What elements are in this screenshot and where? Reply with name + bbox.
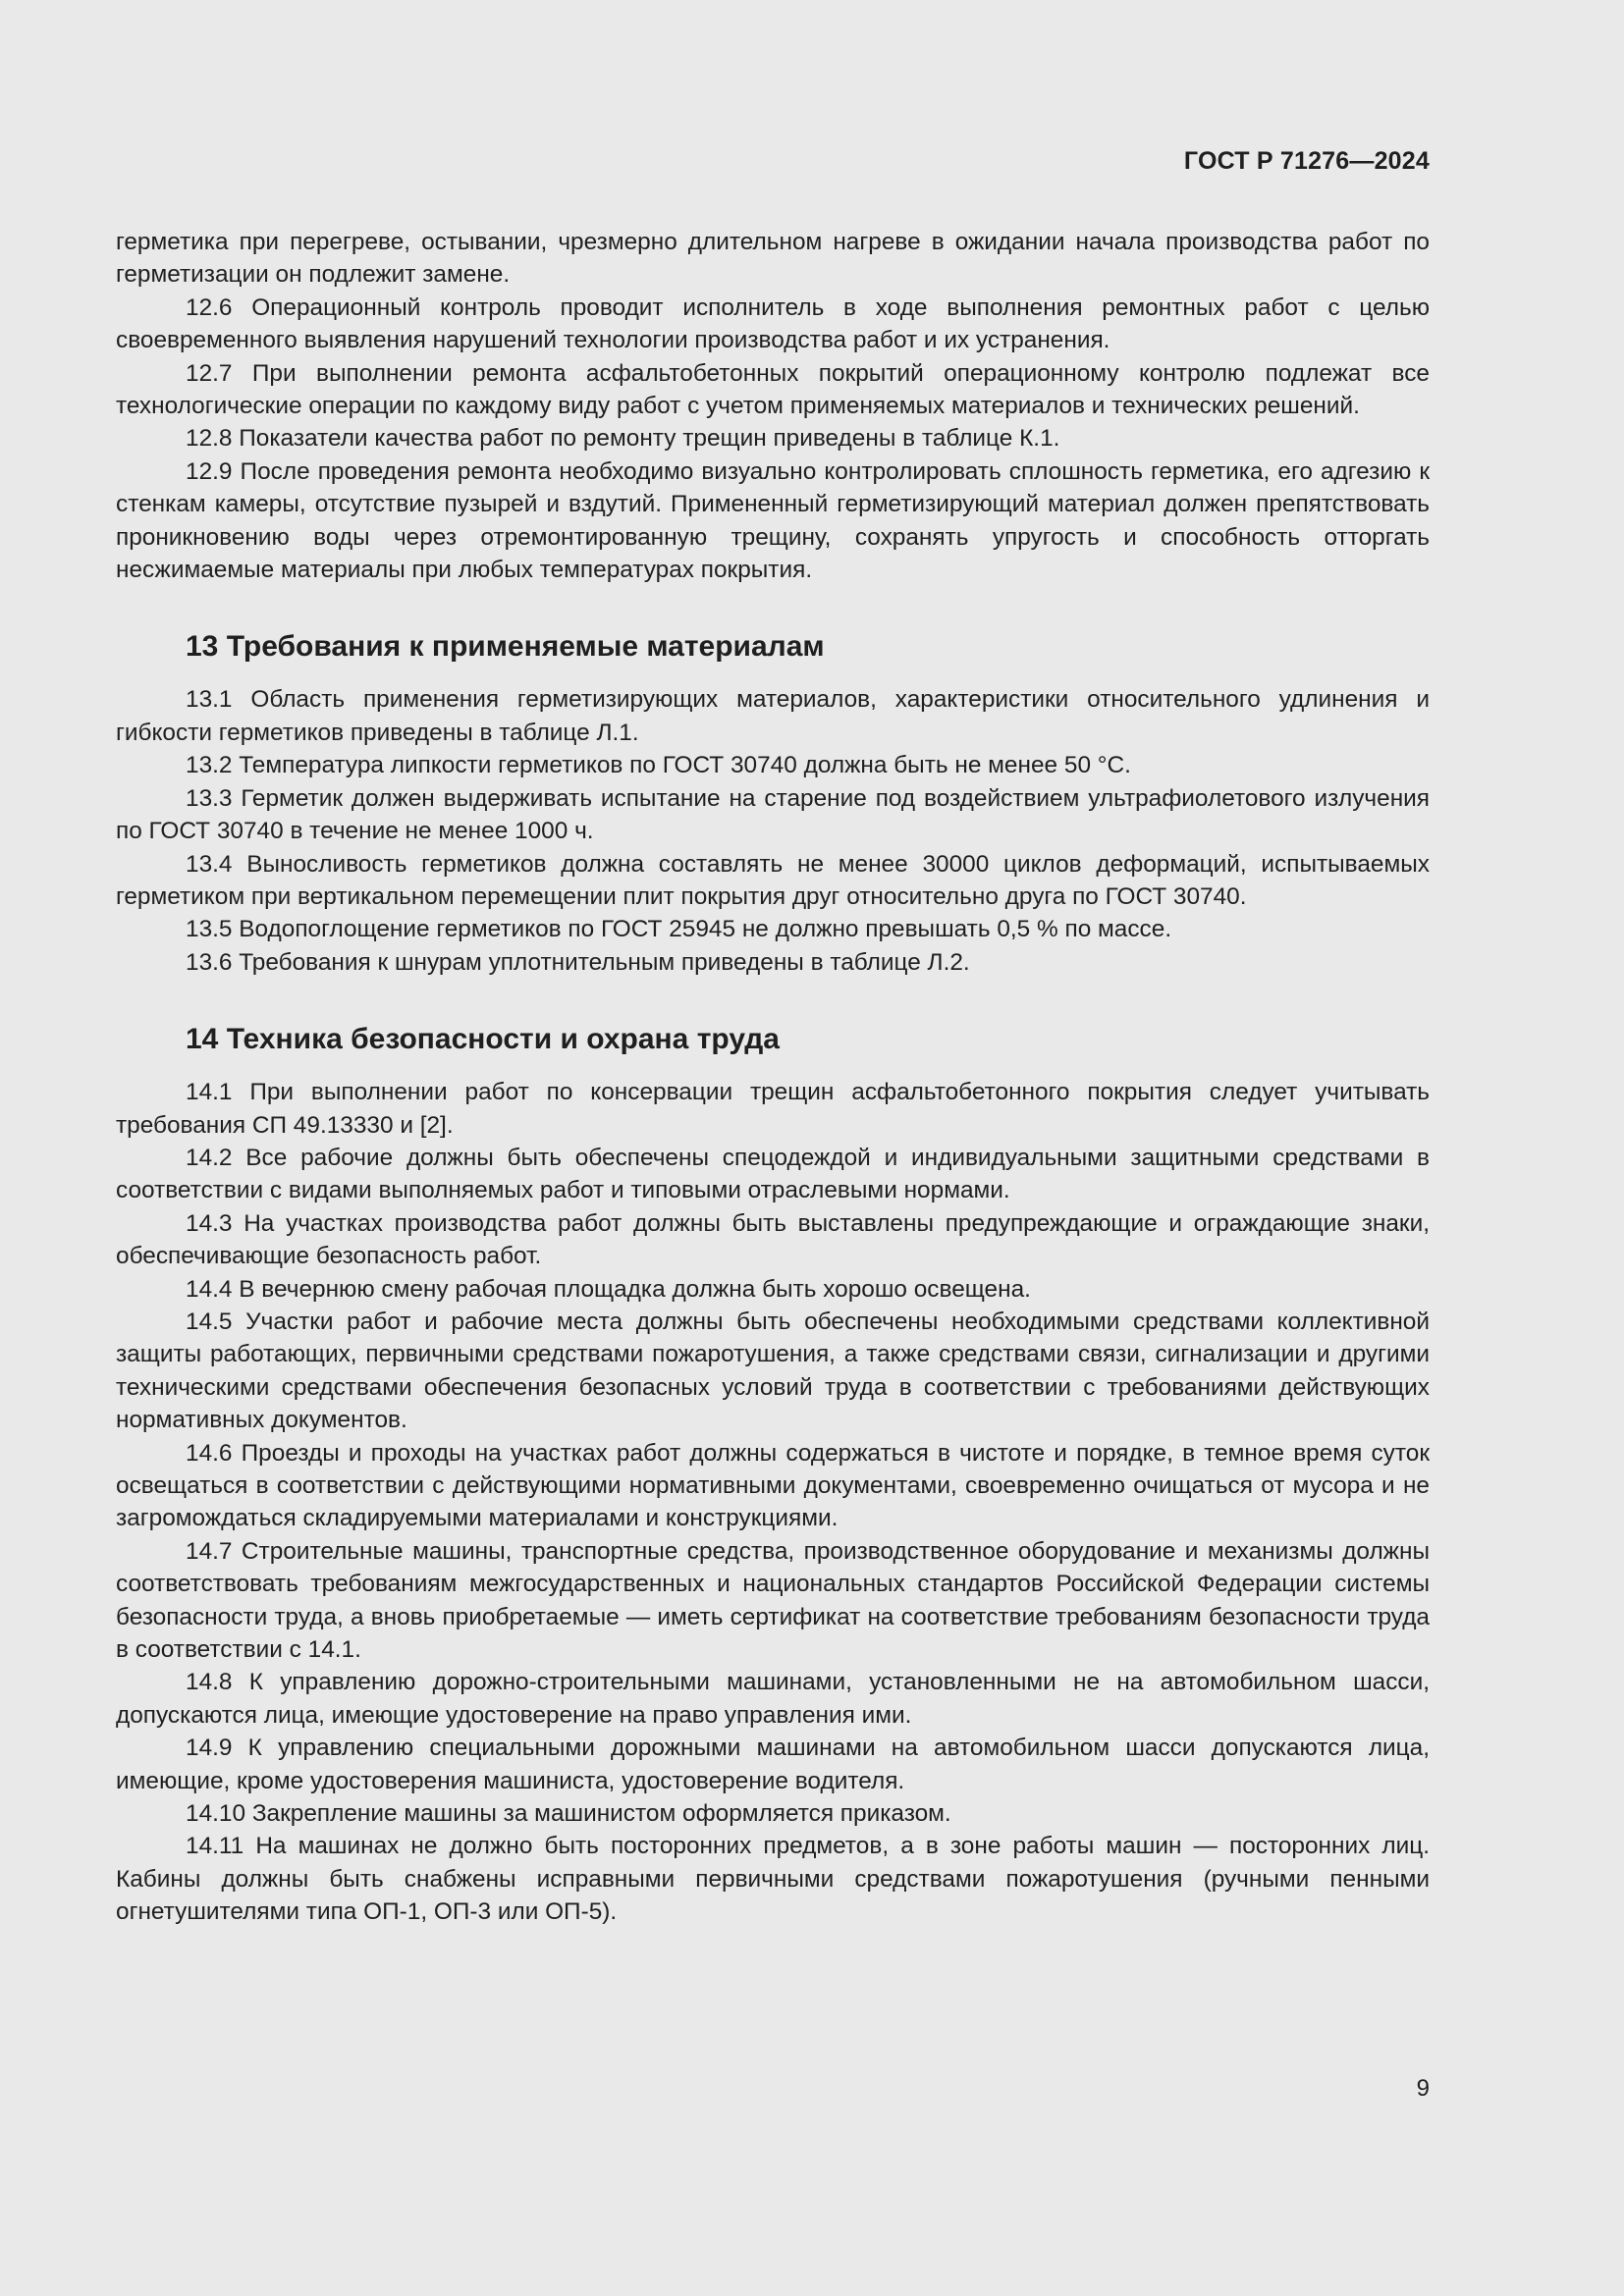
page-content <box>116 226 1430 1929</box>
paragraph-12-6: 12.6 Операционный контроль проводит исполнитель в ходе выполнения ремонтных работ с целью своевременного выявления нарушений технологии производства работ и их устранения. <box>116 294 1430 354</box>
paragraph-13-3: 13.3 Герметик должен выдерживать испытание на старение под воздействием ультрафиолетового излучения по ГОСТ 30740 в течение не менее 1000 ч. <box>116 784 1430 845</box>
paragraph-14-9: 14.9 К управлению специальными дорожными машинами на автомобильном шасси допускаются лица, имеющие, кроме удостоверения машиниста, удостоверение водителя. <box>116 1735 1430 1794</box>
spacer <box>116 979 1430 1022</box>
paragraph-14-10: 14.10 Закрепление машины за машинистом оформляется приказом. <box>186 1800 951 1828</box>
standard-code-header: ГОСТ Р 71276—2024 <box>1183 147 1430 175</box>
paragraph-14-8: 14.8 К управлению дорожно-строительными машинами, установленными не на автомобильном шасси, допускаются лица, имеющие удостоверение на право управления ими. <box>116 1669 1430 1729</box>
page-number: 9 <box>1416 2075 1430 2102</box>
paragraph-14-11: 14.11 На машинах не должно быть посторонних предметов, а в зоне работы машин — посторонних лиц. Кабины должны быть снабжены исправными первичными средствами пожаротушения (ручными пенными огнетушителями типа ОП-1, ОП-3 или ОП-5). <box>116 1833 1430 1926</box>
spacer <box>116 586 1430 629</box>
paragraph-14-3: 14.3 На участках производства работ должны быть выставлены предупреждающие и ограждающие знаки, обеспечивающие безопасность работ. <box>116 1209 1430 1270</box>
paragraph-12-9: 12.9 После проведения ремонта необходимо визуально контролировать сплошность герметика, его адгезию к стенкам камеры, отсутствие пузырей и вздутий. Примененный герметизирующий материал должен препятствовать проникновению воды через отремонтированную трещину, сохранять упругость и способность отторгать несжимаемые материалы при любых температурах покрытия. <box>116 457 1430 584</box>
paragraph-13-4: 13.4 Выносливость герметиков должна составлять не менее 30000 циклов деформаций, испытываемых герметиком при вертикальном перемещении плит покрытия друг относительно друга по ГОСТ 30740. <box>116 850 1430 910</box>
spacer <box>116 665 1430 683</box>
paragraph-14-4: 14.4 В вечернюю смену рабочая площадка должна быть хорошо освещена. <box>186 1275 1031 1303</box>
paragraph-13-1: 13.1 Область применения герметизирующих материалов, характеристики относительного удлинения и гибкости герметиков приведены в таблице Л.1. <box>116 686 1430 746</box>
section-13-title: 13 Требования к применяемые материалам <box>186 630 825 664</box>
paragraph-13-5: 13.5 Водопоглощение герметиков по ГОСТ 25945 не должно превышать 0,5 % по массе. <box>186 916 1172 943</box>
paragraph-continuation: герметика при перегреве, остывании, чрезмерно длительном нагреве в ожидании начала производства работ по герметизации он подлежит замене. <box>116 229 1430 289</box>
spacer <box>116 1057 1430 1076</box>
paragraph-13-2: 13.2 Температура липкости герметиков по ГОСТ 30740 должна быть не менее 50 °С. <box>186 752 1131 779</box>
paragraph-14-5: 14.5 Участки работ и рабочие места должны быть обеспечены необходимыми средствами коллективной защиты работающих, первичными средствами пожаротушения, а также средствами связи, сигнализации и другими техническими средствами обеспечения безопасных условий труда в соответствии с требованиями действующих нормативных документов. <box>116 1308 1430 1434</box>
paragraph-13-6: 13.6 Требования к шнурам уплотнительным приведены в таблице Л.2. <box>186 948 970 976</box>
section-14-title: 14 Техника безопасности и охрана труда <box>186 1023 780 1056</box>
paragraph-12-7: 12.7 При выполнении ремонта асфальтобетонных покрытий операционному контролю подлежат все технологические операции по каждому виду работ с учетом применяемых материалов и технических решений. <box>116 359 1430 420</box>
paragraph-14-1: 14.1 При выполнении работ по консервации трещин асфальтобетонного покрытия следует учитывать требования СП 49.13330 и [2]. <box>116 1079 1430 1139</box>
paragraph-14-6: 14.6 Проезды и проходы на участках работ должны содержаться в чистоте и порядке, в темное время суток освещаться в соответствии с действующими нормативными документами, своевременно очищаться от мусора и не загромождаться складируемыми материалами и конструкциями. <box>116 1439 1430 1532</box>
paragraph-12-8: 12.8 Показатели качества работ по ремонту трещин приведены в таблице К.1. <box>186 425 1060 453</box>
paragraph-14-2: 14.2 Все рабочие должны быть обеспечены спецодеждой и индивидуальными защитными средствами в соответствии с видами выполняемых работ и типовыми отраслевыми нормами. <box>116 1144 1430 1204</box>
paragraph-14-7: 14.7 Строительные машины, транспортные средства, производственное оборудование и механизмы должны соответствовать требованиям межгосударственных и национальных стандартов Российской Федерации системы безопасности труда, а вновь приобретаемые — иметь сертификат на соответствие требованиям безопасности труда в соответствии с 14.1. <box>116 1537 1430 1664</box>
